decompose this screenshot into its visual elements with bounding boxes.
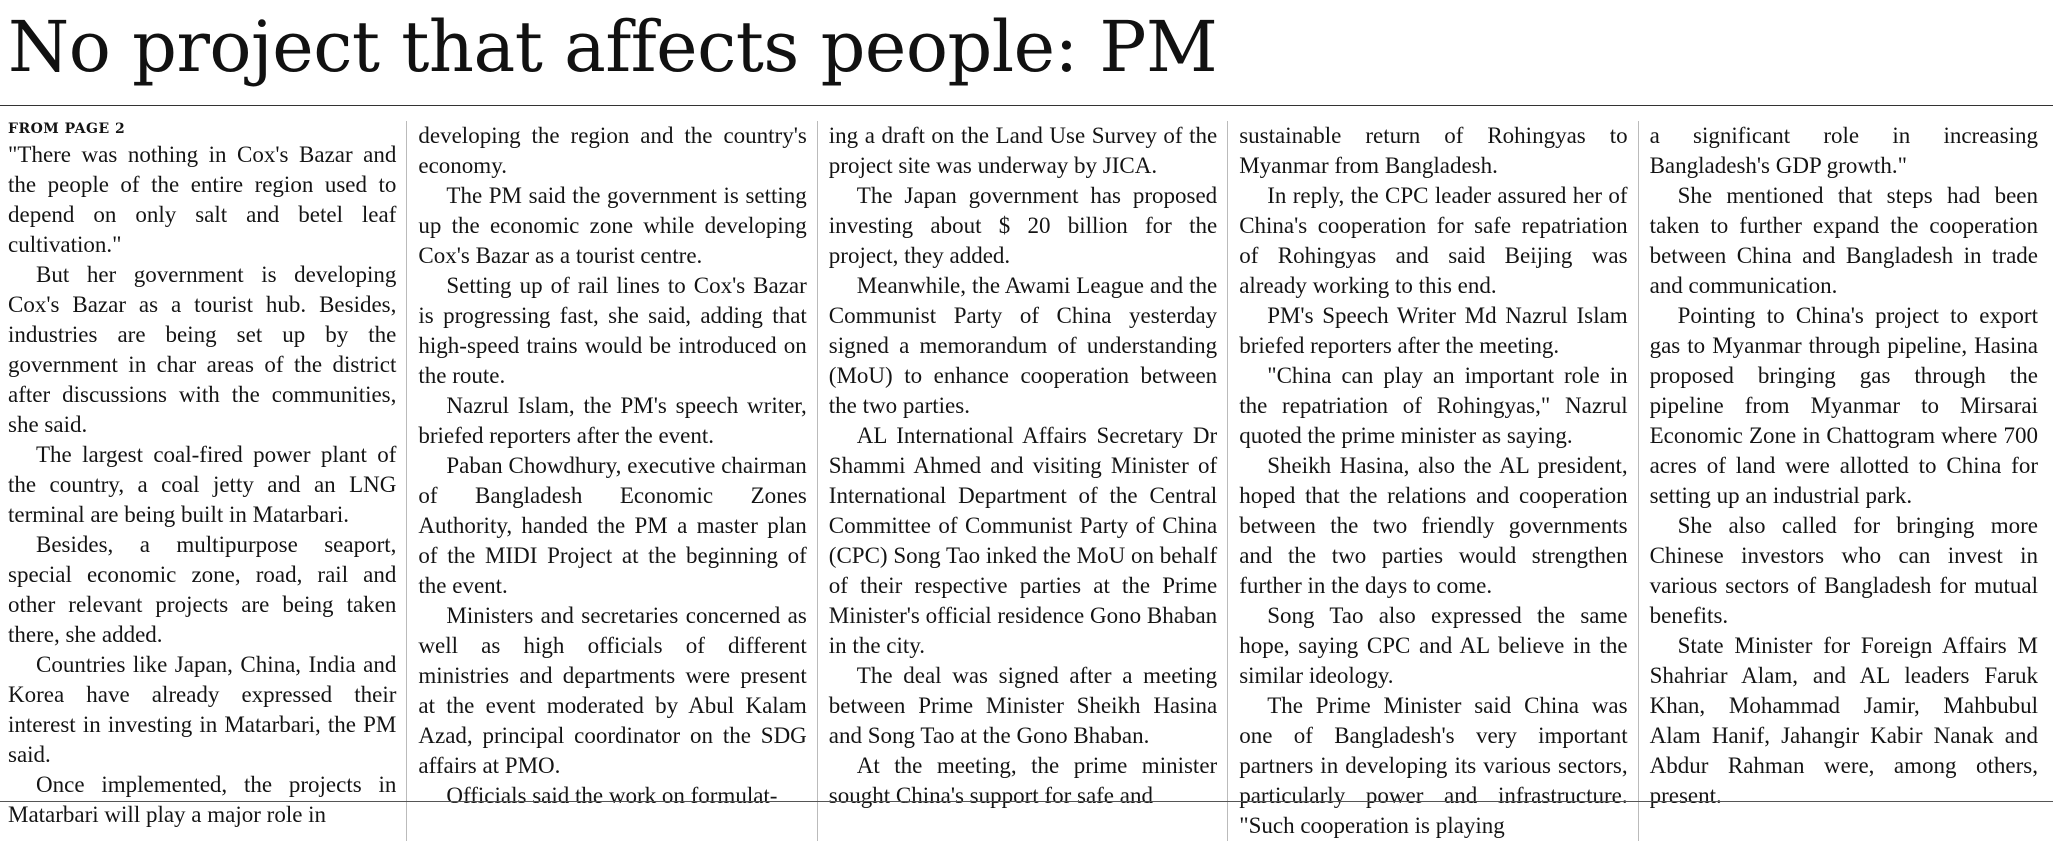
paragraph: ing a draft on the Land Use Survey of the project site was underway by JICA. [828, 123, 1218, 178]
paragraph: She also called for bringing more Chinese investors who can invest in various sectors of Bangladesh for mutual benefits. [1649, 513, 2038, 628]
paragraph: Meanwhile, the Awami League and the Communist Party of China yesterday signed a memorandum of understanding (MoU) to enhance cooperation between the two parties. [828, 273, 1218, 418]
paragraph: Besides, a multipurpose seaport, special economic zone, road, rail and other relevant projects are being taken there, she added. [8, 532, 397, 647]
paragraph: "China can play an important role in the repatriation of Rohingyas," Nazrul quoted the prime minister as saying. [1239, 363, 1628, 448]
paragraph: Sheikh Hasina, also the AL president, hoped that the relations and cooperation between the two friendly governments and the two parties would strengthen further in the days to come. [1239, 453, 1628, 598]
paragraph: At the meeting, the prime minister sought China's support for safe and [828, 753, 1218, 808]
paragraph: The PM said the government is setting up the economic zone while developing Cox's Bazar as a tourist centre. [418, 183, 807, 268]
paragraph: Once implemented, the projects in Matarbari will play a major role in [8, 772, 397, 827]
article-column-1 [8, 121, 396, 841]
paragraph: The largest coal-fired power plant of the country, a coal jetty and an LNG terminal are being built in Matarbari. [8, 442, 397, 527]
paragraph: Nazrul Islam, the PM's speech writer, briefed reporters after the event. [418, 393, 807, 448]
article-column-2 [418, 121, 806, 841]
article-body [8, 121, 2038, 838]
article-column-3 [829, 121, 1217, 841]
paragraph: But her government is developing Cox's Bazar as a tourist hub. Besides, industries are being set up by the government in char areas of the district after discussions with the communities, she said. [8, 262, 397, 437]
article-column-5 [1650, 121, 2038, 841]
paragraph: a significant role in increasing Bangladesh's GDP growth." [1649, 123, 2038, 178]
paragraph: Officials said the work on formulat- [446, 783, 778, 808]
paragraph: sustainable return of Rohingyas to Myanmar from Bangladesh. [1239, 123, 1628, 178]
paragraph: The deal was signed after a meeting between Prime Minister Sheikh Hasina and Song Tao at the Gono Bhaban. [828, 663, 1218, 748]
headline-rule [0, 105, 2053, 106]
paragraph: The Japan government has proposed investing about $ 20 billion for the project, they added. [828, 183, 1218, 268]
paragraph: State Minister for Foreign Affairs M Shahriar Alam, and AL leaders Faruk Khan, Mohammad Jamir, Mahbubul Alam Hanif, Jahangir Kabir Nanak and Abdur Rahman were, among others, present. [1649, 633, 2038, 808]
paragraph: Paban Chowdhury, executive chairman of Bangladesh Economic Zones Authority, handed the PM a master plan of the MIDI Project at the beginning of the event. [418, 453, 807, 598]
paragraph: Pointing to China's project to export gas to Myanmar through pipeline, Hasina proposed bringing gas through the pipeline from Myanmar to Mirsarai Economic Zone in Chattogram where 700 acres of land were allotted to China for setting up an industrial park. [1649, 303, 2038, 508]
paragraph: Ministers and secretaries concerned as well as high officials of different ministries and departments were present at the event moderated by Abul Kalam Azad, principal coordinator on the SDG affairs at PMO. [418, 603, 807, 778]
continuation-kicker: FROM PAGE 2 [8, 121, 126, 137]
headline: No project that affects people: PM [8, 6, 1218, 88]
paragraph: developing the region and the country's economy. [418, 123, 807, 178]
paragraph: Setting up of rail lines to Cox's Bazar is progressing fast, she said, adding that high-speed trains would be introduced on the route. [418, 273, 807, 388]
bottom-rule [0, 801, 2053, 802]
article-column-4 [1239, 121, 1627, 841]
paragraph: Song Tao also expressed the same hope, saying CPC and AL believe in the similar ideology. [1239, 603, 1628, 688]
paragraph: She mentioned that steps had been taken to further expand the cooperation between China and Bangladesh in trade and communication. [1649, 183, 2038, 298]
paragraph: "There was nothing in Cox's Bazar and the people of the entire region used to depend on only salt and betel leaf cultivation." [8, 142, 397, 257]
paragraph: AL International Affairs Secretary Dr Shammi Ahmed and visiting Minister of International Department of the Central Committee of Communist Party of China (CPC) Song Tao inked the MoU on behalf of their respective parties at the Prime Minister's official residence Gono Bhaban in the city. [828, 423, 1218, 658]
paragraph: In reply, the CPC leader assured her of China's cooperation for safe repatriation of Rohingyas and said Beijing was already working to this end. [1239, 183, 1628, 298]
paragraph: The Prime Minister said China was one of Bangladesh's very important partners in developing its various sectors, particularly power and infrastructure. "Such cooperation is playing [1239, 693, 1628, 838]
paragraph: PM's Speech Writer Md Nazrul Islam briefed reporters after the meeting. [1239, 303, 1628, 358]
paragraph: Countries like Japan, China, India and Korea have already expressed their interest in investing in Matarbari, the PM said. [8, 652, 397, 767]
